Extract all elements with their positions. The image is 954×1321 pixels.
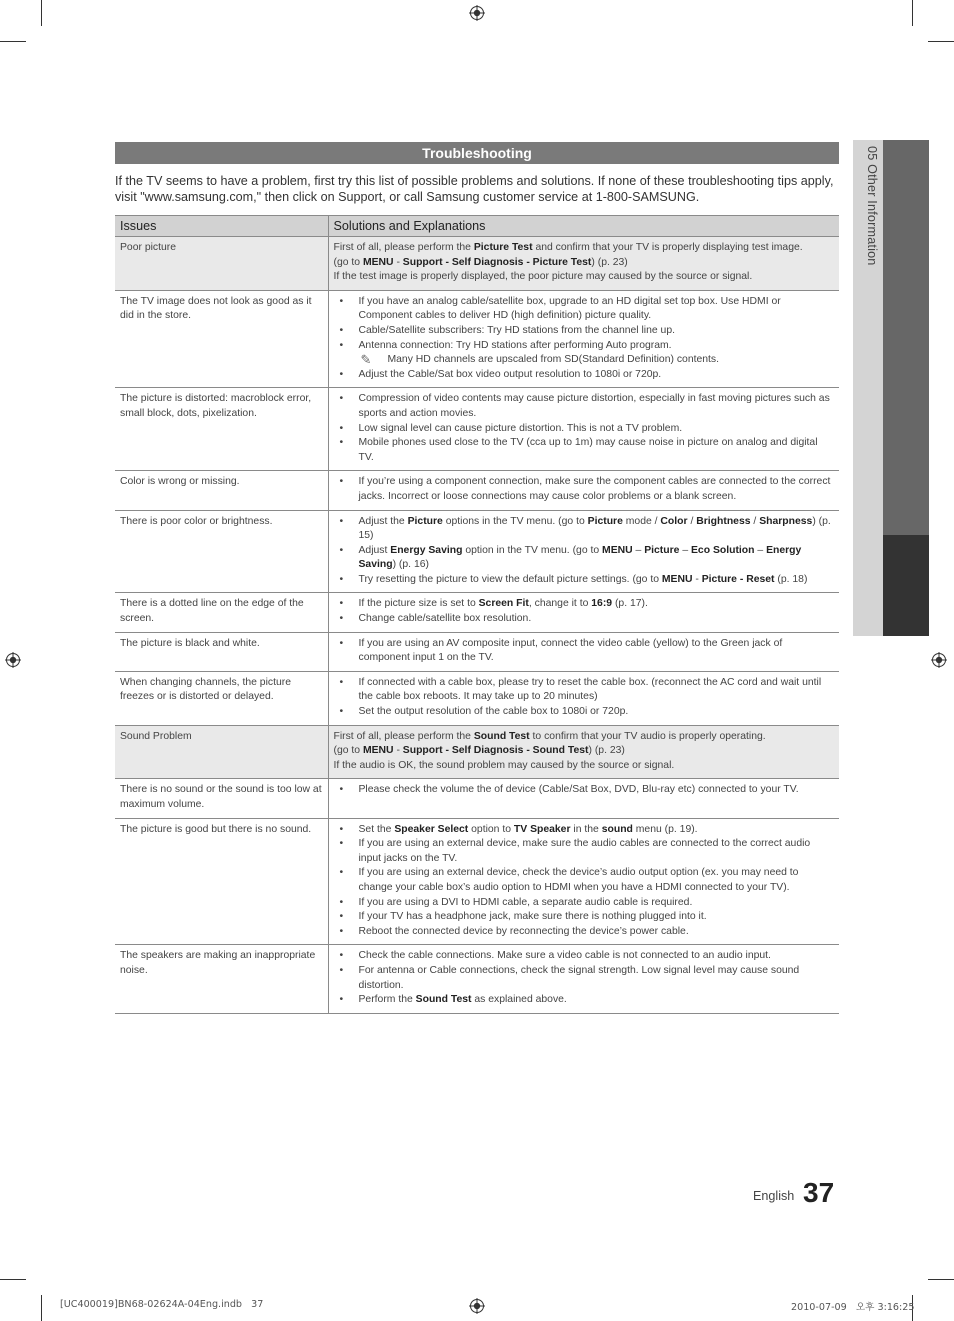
column-header-solutions: Solutions and Explanations (328, 216, 839, 237)
pencil-note-icon: ✎ (360, 352, 372, 368)
solution-list (334, 676, 835, 720)
crop-mark (912, 0, 913, 26)
solution-list (334, 597, 835, 626)
bullet-item: • Adjust Energy Saving option in the TV menu. (go to MENU – Picture – Eco Solution – Energy Saving) (p. 16) (334, 544, 835, 573)
bullet-item: • Reboot the connected device by reconnecting the device’s power cable. (334, 925, 835, 940)
crop-mark (41, 1295, 42, 1321)
bullet-item: • If your TV has a headphone jack, make sure there is nothing plugged into it. (334, 910, 835, 925)
table-row (115, 593, 839, 632)
issue-cell: The picture is good but there is no sound. (115, 818, 328, 945)
solution-cell (328, 510, 839, 593)
bullet-item: • Mobile phones used close to the TV (cca up to 1m) may cause noise in picture on analog and digital TV. (334, 436, 835, 465)
solution-cell (328, 671, 839, 725)
bullet-item: • If the picture size is set to Screen Fit, change it to 16:9 (p. 17). (334, 597, 835, 612)
solution-cell (328, 237, 839, 291)
print-file-info: [UC400019]BN68-02624A-04Eng.indb 37 (60, 1299, 264, 1310)
bullet-item: • Change cable/satellite box resolution. (334, 612, 835, 627)
bullet-item: • Try resetting the picture to view the default picture settings. (go to MENU - Picture - Reset (p. 18) (334, 573, 835, 588)
table-body (115, 237, 839, 1014)
bullet-item: • Compression of video contents may cause picture distortion, especially in fast moving pictures such as sports and action movies. (334, 392, 835, 421)
solution-list (334, 823, 835, 940)
issue-cell: Color is wrong or missing. (115, 471, 328, 510)
bullet-item: • Antenna connection: Try HD stations after performing Auto program. (334, 339, 835, 354)
table-row (115, 818, 839, 945)
table-row (115, 471, 839, 510)
registration-mark-icon (5, 652, 21, 668)
note-text: Many HD channels are upscaled from SD(Standard Definition) contents. (387, 354, 720, 366)
side-tab-chapter-label: 05 Other Information (865, 146, 879, 266)
bullet-item: • Adjust the Cable/Sat box video output resolution to 1080i or 720p. (334, 368, 835, 383)
registration-mark-icon (469, 1298, 485, 1314)
table-row (115, 388, 839, 471)
solution-cell (328, 779, 839, 818)
intro-paragraph: If the TV seems to have a problem, first try this list of possible problems and solutions. If none of these troubleshooting tips apply, visit "www.samsung.com," then click on Support, or call Samsung customer service at 1-800-SAMSUNG. (115, 174, 834, 204)
solution-list (334, 637, 835, 666)
bullet-item: • Check the cable connections. Make sure a video cable is not connected to an audio input. (334, 949, 835, 964)
crop-mark (928, 1279, 954, 1280)
table-row (115, 945, 839, 1013)
solution-cell (328, 818, 839, 945)
solution-list (334, 392, 835, 465)
bullet-item: • Low signal level can cause picture distortion. This is not a TV problem. (334, 422, 835, 437)
bullet-item: • Perform the Sound Test as explained above. (334, 993, 835, 1008)
crop-mark (0, 41, 26, 42)
print-timestamp: 2010-07-09 오후 3:16:25 (791, 1302, 915, 1313)
table-row (115, 632, 839, 671)
solution-list (334, 515, 835, 588)
side-tab-dark-block (883, 140, 929, 535)
solution-cell (328, 632, 839, 671)
note-item (334, 353, 835, 368)
solution-list (334, 783, 835, 798)
side-tab-current-chapter-marker (883, 535, 929, 636)
issue-cell: Sound Problem (115, 725, 328, 779)
registration-mark-icon (469, 5, 485, 21)
bullet-item: • For antenna or Cable connections, check the signal strength. Low signal level may cause sound distortion. (334, 964, 835, 993)
solution-list (334, 295, 835, 383)
bullet-item: • If you have an analog cable/satellite box, upgrade to an HD digital set top box. Use HDMI or Component cables to deliver HD (high definition) picture quality. (334, 295, 835, 324)
bullet-item: • If you are using an external device, make sure the audio cables are connected to the correct audio input jacks on the TV. (334, 837, 835, 866)
table-row (115, 671, 839, 725)
issue-cell: When changing channels, the picture freezes or is distorted or delayed. (115, 671, 328, 725)
solution-cell (328, 388, 839, 471)
issue-cell: The picture is distorted: macroblock error, small block, dots, pixelization. (115, 388, 328, 471)
issue-cell: The TV image does not look as good as it did in the store. (115, 290, 328, 388)
solution-paragraph: First of all, please perform the Sound Test to confirm that your TV audio is properly operating. (go to MENU - Support - Self Diagnosis - Sound Test) (p. 23) If the audio is OK, the sound problem may caused by the source or signal. (333, 730, 766, 771)
bullet-item: • Adjust the Picture options in the TV menu. (go to Picture mode / Color / Brightness / Sharpness) (p. 15) (334, 515, 835, 544)
bullet-item: • Set the output resolution of the cable box to 1080i or 720p. (334, 705, 835, 720)
solution-cell (328, 945, 839, 1013)
bullet-item: • Please check the volume the of device (Cable/Sat Box, DVD, Blu-ray etc) connected to your TV. (334, 783, 835, 798)
solution-cell (328, 471, 839, 510)
bullet-item: • If you’re using a component connection, make sure the component cables are connected to the correct jacks. Incorrect or loose connections may cause color problems or a blank screen. (334, 475, 835, 504)
table-header-row (115, 216, 839, 237)
bullet-item: • If you are using an AV composite input, connect the video cable (yellow) to the Green jack of component input 1 on the TV. (334, 637, 835, 666)
page-number: 37 (803, 1177, 835, 1208)
troubleshooting-table (115, 215, 839, 1014)
table-row (115, 237, 839, 291)
crop-mark (0, 1279, 26, 1280)
registration-mark-icon (931, 652, 947, 668)
bullet-item: • Cable/Satellite subscribers: Try HD stations from the channel line up. (334, 324, 835, 339)
issue-cell: The picture is black and white. (115, 632, 328, 671)
solution-cell (328, 593, 839, 632)
crop-mark (928, 41, 954, 42)
table-row (115, 779, 839, 818)
bullet-item: • If connected with a cable box, please try to reset the cable box. (reconnect the AC cord and wait until the cable box reboots. It may take up to 20 minutes) (334, 676, 835, 705)
table-row (115, 290, 839, 388)
bullet-item: • If you are using an external device, check the device’s audio output option (ex. you may need to change your cable box’s audio option to HDMI when you have a HDMI connected to your TV). (334, 866, 835, 895)
issue-cell: There is a dotted line on the edge of the screen. (115, 593, 328, 632)
issue-cell: There is poor color or brightness. (115, 510, 328, 593)
crop-mark (41, 0, 42, 26)
table-row (115, 725, 839, 779)
bullet-item: • Set the Speaker Select option to TV Speaker in the sound menu (p. 19). (334, 823, 835, 838)
solution-cell (328, 290, 839, 388)
page-language-label: English (753, 1189, 795, 1203)
column-header-issues: Issues (115, 216, 328, 237)
solution-paragraph: First of all, please perform the Picture Test and confirm that your TV is properly displaying test image. (go to MENU - Support - Self Diagnosis - Picture Test) (p. 23) If the test image is properly displayed, the poor picture may caused by the source or signal. (333, 242, 803, 283)
bullet-item: • If you are using a DVI to HDMI cable, a separate audio cable is required. (334, 896, 835, 911)
solution-list (334, 475, 835, 504)
issue-cell: Poor picture (115, 237, 328, 291)
section-title: Troubleshooting (115, 142, 839, 164)
solution-list (334, 949, 835, 1007)
issue-cell: There is no sound or the sound is too low at maximum volume. (115, 779, 328, 818)
table-row (115, 510, 839, 593)
solution-cell (328, 725, 839, 779)
issue-cell: The speakers are making an inappropriate noise. (115, 945, 328, 1013)
